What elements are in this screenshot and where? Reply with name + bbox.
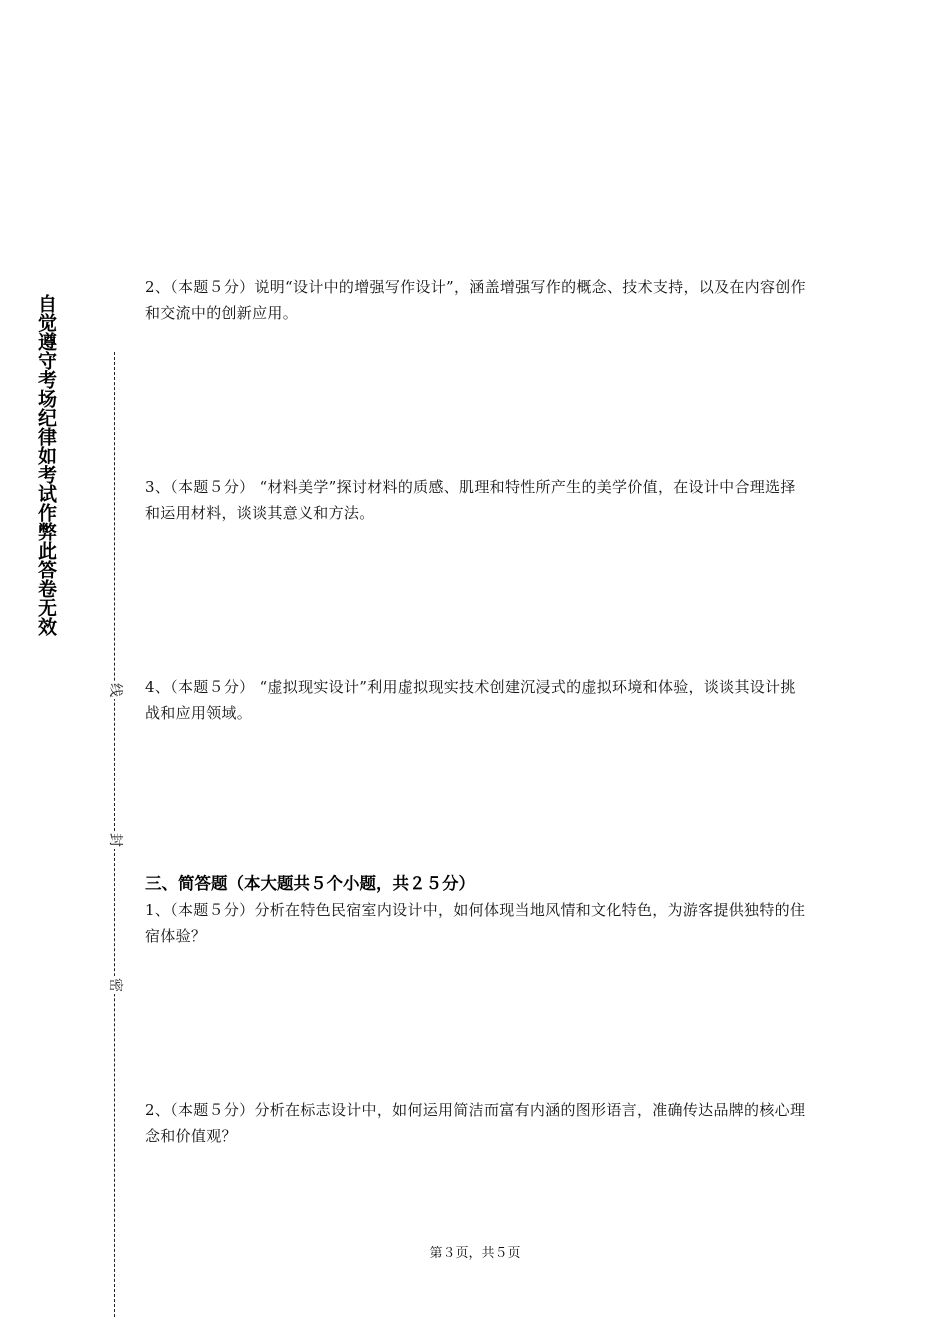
binding-mark-seal: 封 [107, 833, 123, 847]
page-number: 第３页，共５页 [429, 1246, 521, 1261]
exam-discipline-warning: 自觉遵守考场纪律如考试作弊此答卷无效 [35, 294, 57, 636]
question-4-text: 4、（本题５分） “虚拟现实设计”利用虚拟现实技术创建沉浸式的虚拟环境和体验，谈谈其设计挑战和应用领域。 [145, 678, 796, 722]
binding-mark-secret: 密 [107, 978, 123, 992]
section-3-title: 三、简答题（本大题共５个小题，共２５分） [145, 874, 475, 893]
short-answer-2-text: 2、（本题５分）分析在标志设计中，如何运用简洁而富有内涵的图形语言，准确传达品牌的核心理念和价值观？ [145, 1101, 806, 1145]
question-2-text: 2、（本题５分）说明“设计中的增强写作设计”，涵盖增强写作的概念、技术支持，以及在内容创作和交流中的创新应用。 [145, 278, 806, 322]
binding-mark-line: 线 [107, 683, 123, 697]
short-answer-1-text: 1、（本题５分）分析在特色民宿室内设计中，如何体现当地风情和文化特色，为游客提供独特的住宿体验？ [145, 901, 806, 945]
question-3-text: 3、（本题５分） “材料美学”探讨材料的质感、肌理和特性所产生的美学价值，在设计中合理选择和运用材料，谈谈其意义和方法。 [145, 478, 796, 522]
